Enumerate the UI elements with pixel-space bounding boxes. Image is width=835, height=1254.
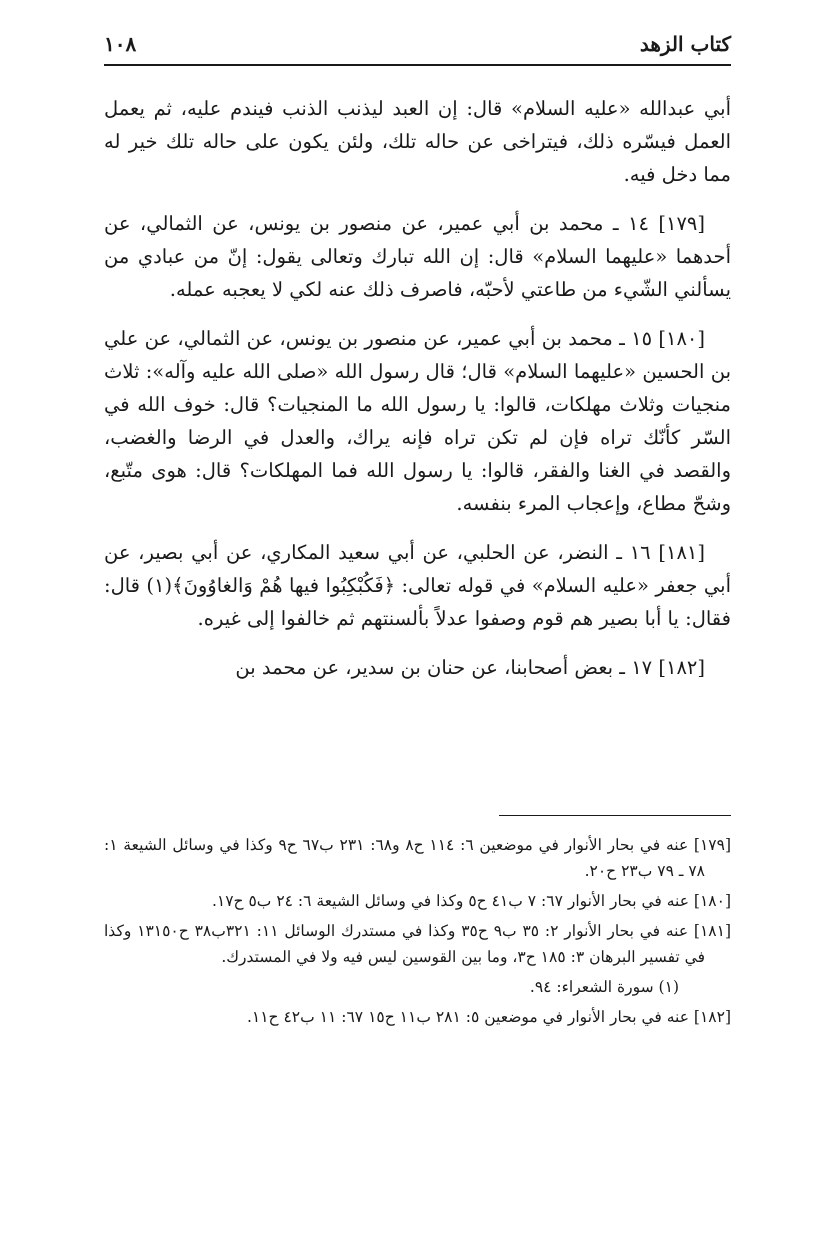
footnote-179: [١٧٩] عنه في بحار الأنوار في موضعين ٦: ١١٤ ح٨ و٦٨: ٢٣١ ب٦٧ ح٩ وكذا في وسائل الشيعة ١: ٧٨ ـ ٧٩ ب٢٣ ح٢٠. <box>104 836 732 880</box>
paragraph-continuation: أبي عبدالله «عليه السلام» قال: إن العبد ليذنب الذنب فيندم عليه، ثم يعمل العمل فيسّره ذلك، فيتراخى عن حاله تلك، ولئن يكون على حاله تلك خير له مما دخل فيه. <box>104 97 731 186</box>
main-text <box>104 92 731 700</box>
footnote-180: [١٨٠] عنه في بحار الأنوار ٦٧: ٧ ب٤١ ح٥ وكذا في وسائل الشيعة ٦: ٢٤ ب٥ ح١٧. <box>211 892 731 910</box>
page-number: ١٠٨ <box>104 32 137 56</box>
footnote-182: [١٨٢] عنه في بحار الأنوار في موضعين ٥: ٢٨١ ب١١ ح١٥ ٦٧: ١١ ب٤٢ ح١١. <box>246 1008 731 1026</box>
footnote-quran-ref: (١) سورة الشعراء: ٩٤. <box>529 978 679 996</box>
hadith-180: [١٨٠] ١٥ ـ محمد بن أبي عمير، عن منصور بن يونس، عن الثمالي، عن علي بن الحسين «عليهما السلام» قال؛ قال رسول الله «صلى الله عليه وآله»: ثلاث منجيات وثلاث مهلكات، قالوا: يا رسول الله ما المنجيات؟ قال: خوف الله في السّر كأنّك تراه فإن لم تكن تراه فإنه يراك، والعدل في الرضا والغضب، والقصد في الغنا والفقر، قالوا: يا رسول الله فما المهلكات؟ قال: هوى متّبع، وشحّ مطاع، وإعجاب المرء بنفسه. <box>104 327 731 515</box>
hadith-182: [١٨٢] ١٧ ـ بعض أصحابنا، عن حنان بن سدير، عن محمد بن <box>235 656 705 679</box>
header-divider <box>104 64 731 66</box>
hadith-181: [١٨١] ١٦ ـ النضر، عن الحلبي، عن أبي سعيد المكاري، عن أبي بصير، عن أبي جعفر «عليه السلام» في قوله تعالى: ﴿فَكُبْكِبُوا فيها هُمْ وَالغاوُونَ﴾(١) قال: فقال: يا أبا بصير هم قوم وصفوا عدلاً بألسنتهم ثم خالفوا إلى غيره. <box>104 541 731 630</box>
footnote-181: [١٨١] عنه في بحار الأنوار ٢: ٣٥ ب٩ ح٣٥ وكذا في مستدرك الوسائل ١١: ٣٢١ب٣٨ ح١٣١٥٠ وكذا في تفسير البرهان ٣: ١٨٥ ح٣، وما بين القوسين ليس فيه ولا في المستدرك. <box>104 922 731 966</box>
running-header <box>104 28 731 64</box>
hadith-179: [١٧٩] ١٤ ـ محمد بن أبي عمير، عن منصور بن يونس، عن الثمالي، عن أحدهما «عليهما السلام» قال: إن الله تبارك وتعالى يقول: إنّ من عبادي من يسألني الشّيء من طاعتي لأحبّه، فاصرف ذلك عنه لكي لا يعجبه عمله. <box>104 212 731 301</box>
footnote-divider <box>499 815 731 816</box>
footnotes <box>104 832 731 1034</box>
book-section-title: كتاب الزهد <box>639 32 731 56</box>
